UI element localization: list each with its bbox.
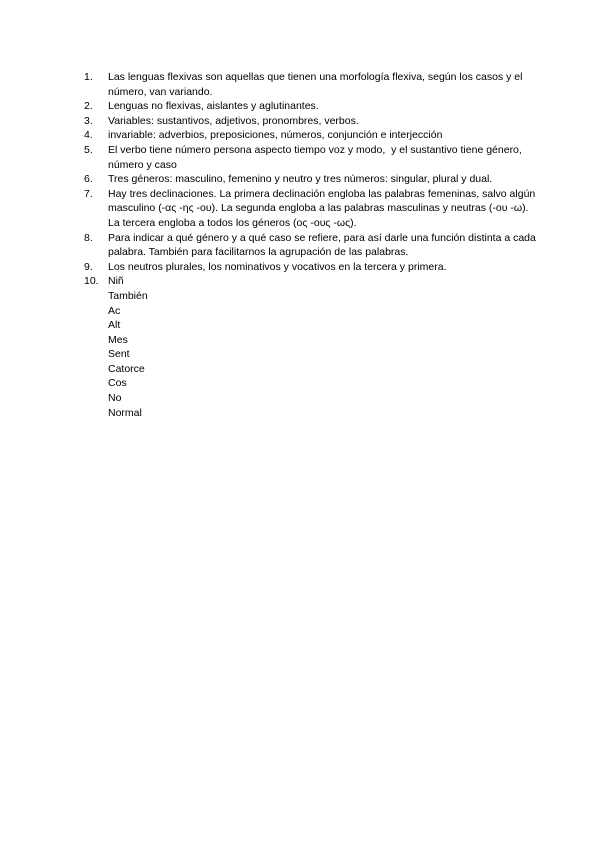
list-item-number: 7. (84, 187, 93, 200)
list-item-text: Para indicar a qué género y a qué caso se refiere, para así darle una función distinta a cada palabra. También para facilitarnos la agrupación de las palabras. (108, 231, 539, 259)
list-item-1 (84, 70, 536, 99)
list-item-text: Niñ (108, 275, 124, 288)
word-line: Cos (108, 377, 127, 390)
word-line: Alt (108, 319, 121, 332)
list-item-7 (84, 187, 539, 231)
list-item-text: Los neutros plurales, los nominativos y vocativos en la tercera y primera. (108, 260, 447, 273)
list-item-text: Lenguas no flexivas, aislantes y aglutinantes. (108, 100, 319, 113)
list-item-number: 4. (84, 129, 93, 142)
list-item-text: El verbo tiene número persona aspecto tiempo voz y modo, y el sustantivo tiene género, número y caso (108, 143, 525, 171)
word-line: No (108, 392, 122, 405)
list-item-10 (84, 274, 536, 289)
list-item-number: 6. (84, 173, 93, 186)
word-line: Catorce (108, 362, 145, 375)
word-list (84, 289, 536, 420)
list-item-text: Tres géneros: masculino, femenino y neutro y tres números: singular, plural y dual. (108, 173, 493, 186)
list-item-3 (84, 114, 536, 129)
list-item-9 (84, 260, 536, 275)
list-item-text: invariable: adverbios, preposiciones, números, conjunción e interjección (108, 129, 443, 142)
list-item-number: 3. (84, 114, 93, 127)
word-line: También (108, 289, 148, 302)
list-item-8 (84, 231, 539, 260)
list-item-6 (84, 172, 536, 187)
list-item-text: Hay tres declinaciones. La primera declinación engloba las palabras femeninas, salvo algún masculino (-ας -ης -ου). La segunda engloba a las palabras masculinas y neutras (-ου -ω). La tercera engloba a todos los géneros (ος -ους -ως). (108, 187, 539, 229)
word-line: Ac (108, 304, 121, 317)
list-item-text: Variables: sustantivos, adjetivos, pronombres, verbos. (108, 114, 359, 127)
list-item-number: 9. (84, 260, 93, 273)
list-item-5 (84, 143, 536, 172)
word-line: Sent (108, 348, 130, 361)
list-item-number: 10. (84, 275, 99, 288)
list-item-number: 1. (84, 71, 93, 83)
list-item-number: 8. (84, 231, 93, 244)
word-line: Normal (108, 406, 142, 419)
list-item-2 (84, 99, 536, 114)
word-line: Mes (108, 333, 128, 346)
continuation-lines (84, 289, 536, 420)
list-item-number: 5. (84, 143, 93, 156)
list-item-text: Las lenguas flexivas son aquellas que tienen una morfología flexiva, según los casos y el número, van variando. (108, 71, 526, 98)
list-item-4 (84, 128, 536, 143)
numbered-list (84, 70, 539, 420)
list-item-number: 2. (84, 100, 93, 113)
